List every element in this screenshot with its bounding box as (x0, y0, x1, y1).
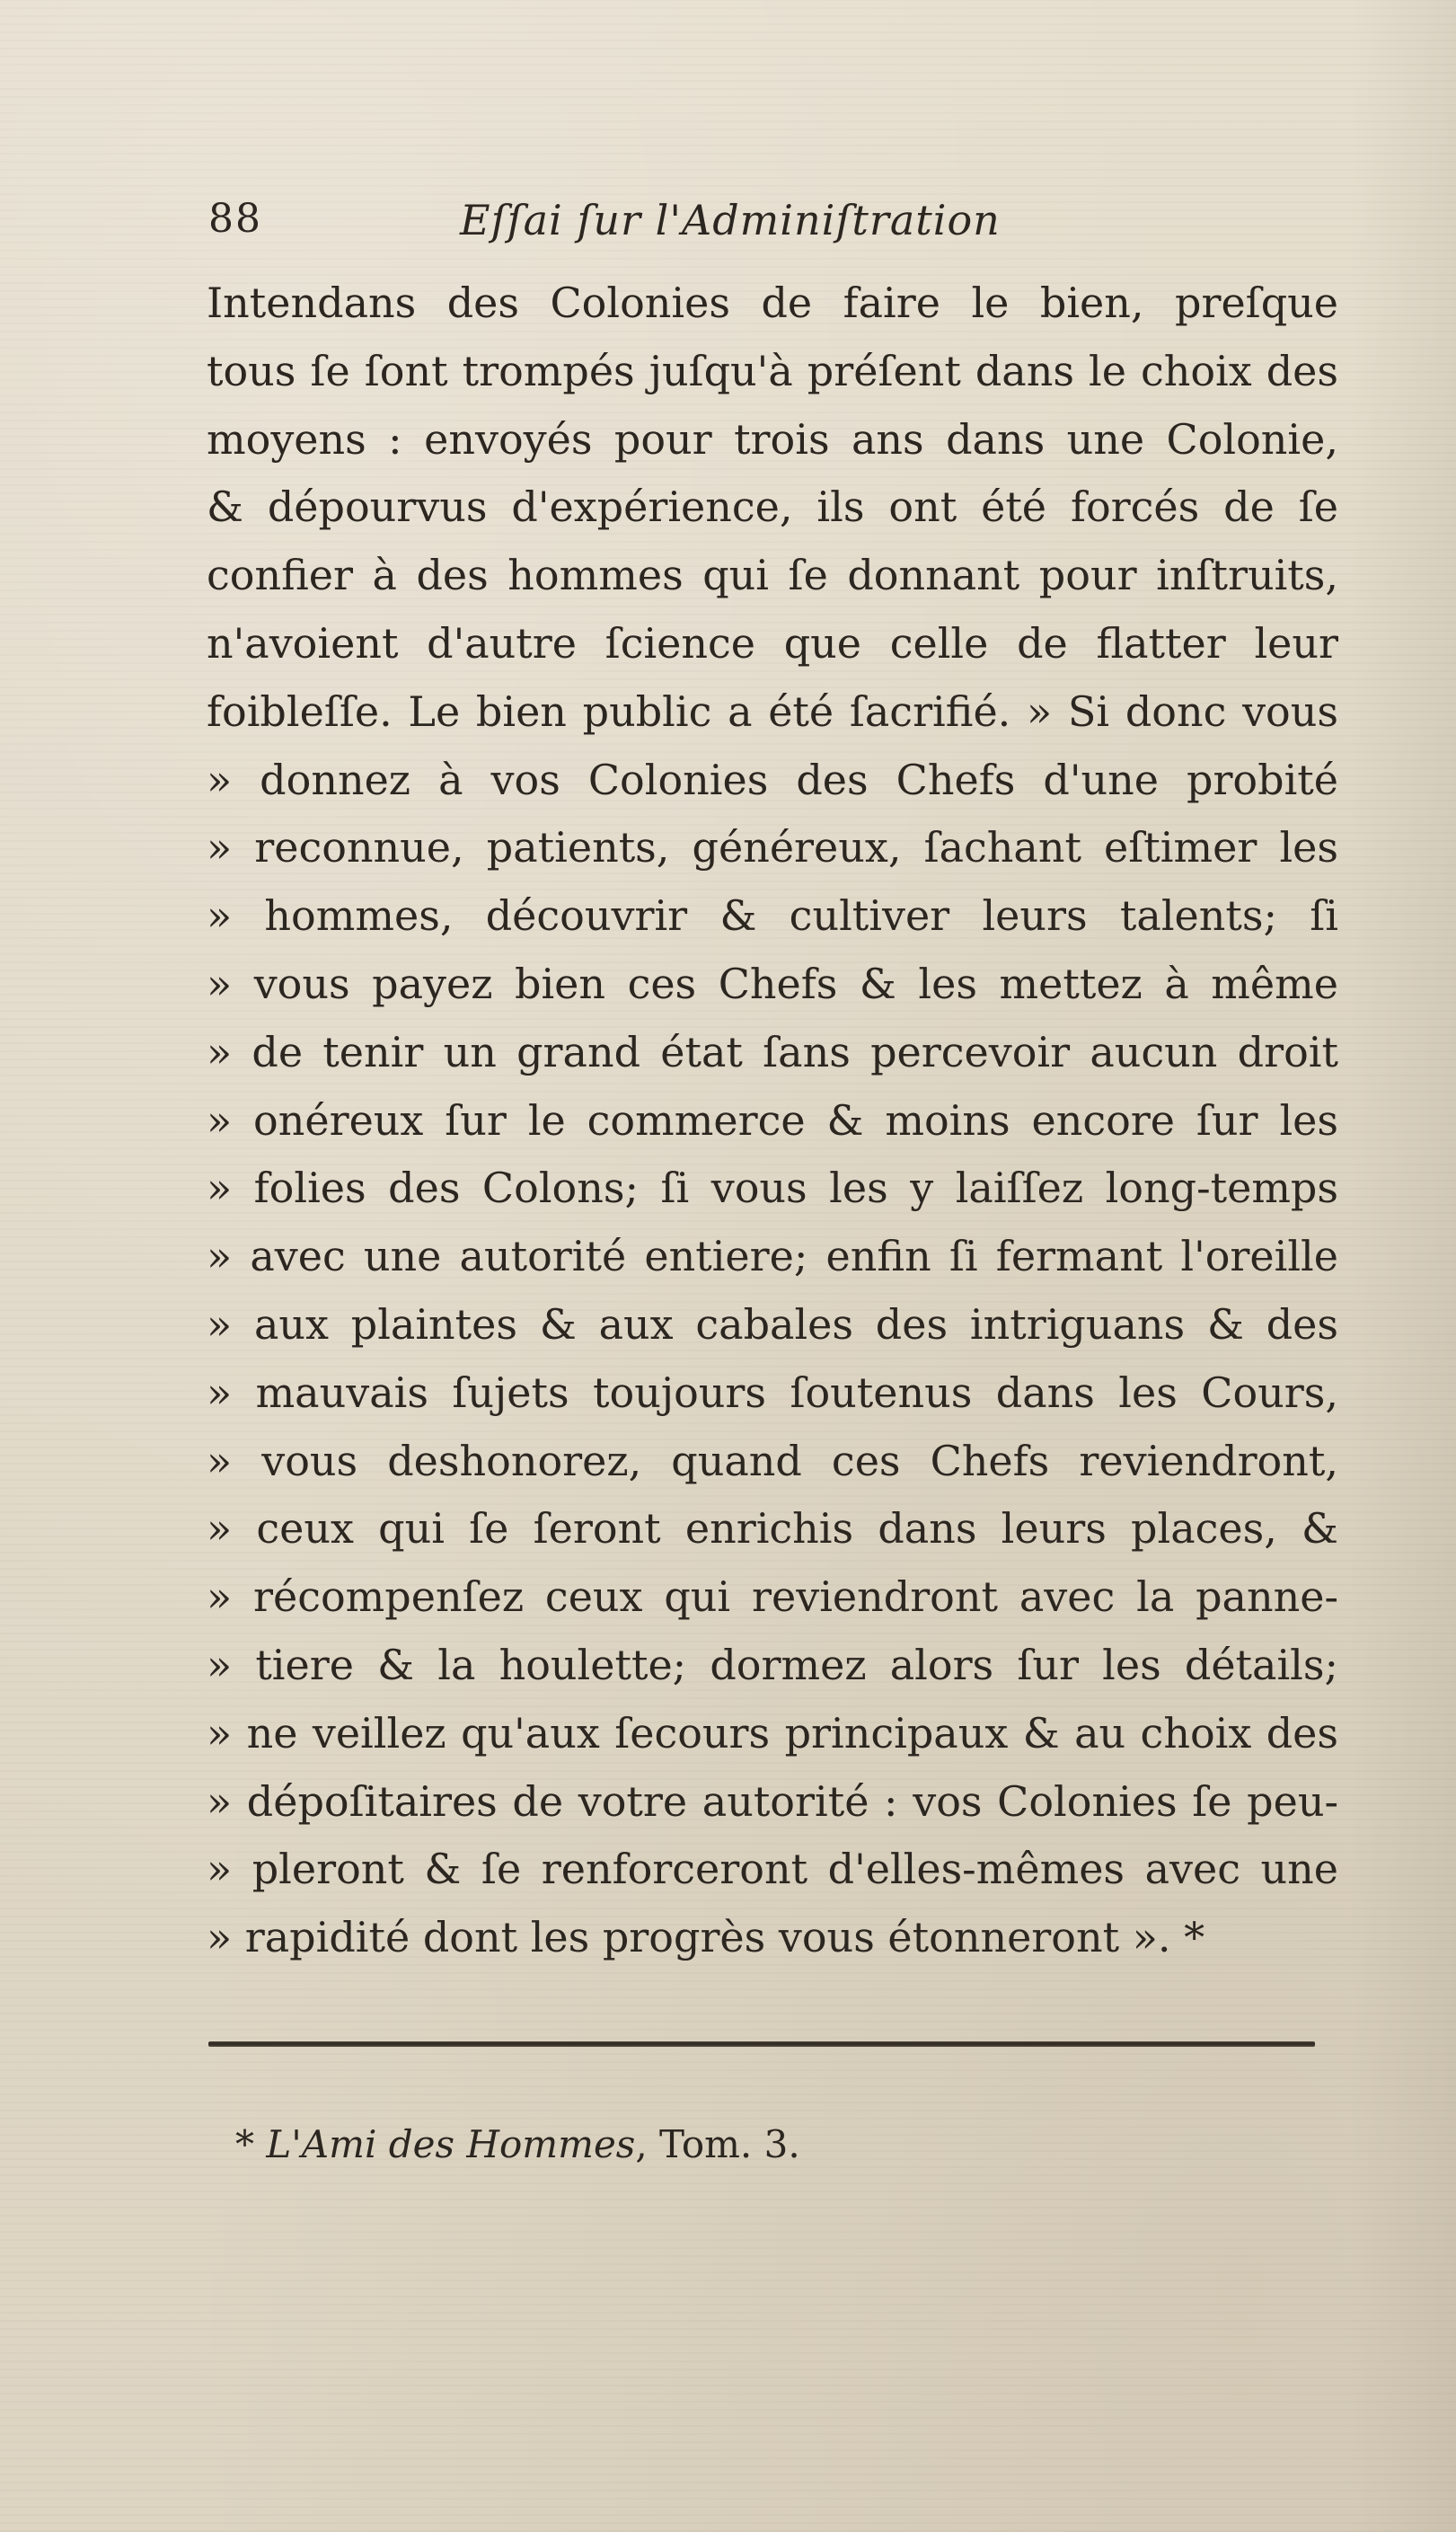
text-line: » pleront & ſe renforceront d'elles-mêmes avec une (207, 1845, 1338, 1894)
text-line: » mauvais ſujets toujours ſoutenus dans les Cours, (207, 1368, 1338, 1417)
text-line: » onéreux ſur le commerce & moins encore ſur les (207, 1095, 1338, 1145)
page-edge-shadow (1348, 0, 1456, 2532)
text-line: » récompenſez ceux qui reviendront avec la panne- (207, 1572, 1338, 1622)
text-line: tous ſe ſont trompés juſqu'à préſent dans le choix des (207, 346, 1338, 395)
text-line: » donnez à vos Colonies des Chefs d'une probité (207, 755, 1338, 804)
text-line: » dépoſitaires de votre autorité : vos Colonies ſe peu- (207, 1776, 1338, 1826)
page-number: 88 (208, 196, 262, 242)
text-line: » vous payez bien ces Chefs & les mettez à même (207, 959, 1338, 1008)
text-line: » aux plaintes & aux cabales des intriguans & des (207, 1299, 1338, 1349)
footnote (235, 2122, 800, 2166)
text-line: » ceux qui ſe ſeront enrichis dans leurs places, & (207, 1504, 1338, 1554)
text-line: foibleſſe. Le bien public a été ſacrifié. » Si donc vous (207, 686, 1338, 736)
text-line: moyens : envoyés pour trois ans dans une Colonie, (207, 414, 1338, 464)
text-line: » rapidité dont les progrès vous étonneront ». * (207, 1913, 1205, 1962)
body-text (207, 270, 1338, 1972)
footnote-marker: * (235, 2122, 254, 2166)
page-header (208, 196, 1322, 268)
footnote-rule (208, 2041, 1315, 2047)
text-line: & dépourvus d'expérience, ils ont été forcés de ſe (207, 482, 1338, 532)
text-line: » avec une autorité entiere; enfin ſi fermant l'oreille (207, 1232, 1338, 1281)
text-line: » reconnue, patients, généreux, ſachant eſtimer les (207, 823, 1338, 872)
text-line: » vous deshonorez, quand ces Chefs reviendront, (207, 1436, 1338, 1485)
text-line: » folies des Colons; ſi vous les y laiſſez long-temps (207, 1164, 1338, 1213)
footnote-title: L'Ami des Hommes (266, 2122, 636, 2166)
text-line: » ne veillez qu'aux ſecours principaux & au choix des (207, 1708, 1338, 1757)
text-line: Intendans des Colonies de faire le bien, preſque (207, 279, 1338, 327)
footnote-reference: , Tom. 3. (635, 2122, 800, 2166)
running-title: Eſſai ſur l'Adminiſtration (460, 196, 1001, 244)
text-line: n'avoient d'autre ſcience que celle de flatter leur (207, 618, 1338, 668)
text-line: » tiere & la houlette; dormez alors ſur les détails; (207, 1640, 1338, 1689)
text-line: » de tenir un grand état ſans percevoir aucun droit (207, 1027, 1338, 1076)
text-line: » hommes, découvrir & cultiver leurs talents; ſi (207, 891, 1338, 941)
text-line: confier à des hommes qui ſe donnant pour inſtruits, (207, 551, 1338, 600)
